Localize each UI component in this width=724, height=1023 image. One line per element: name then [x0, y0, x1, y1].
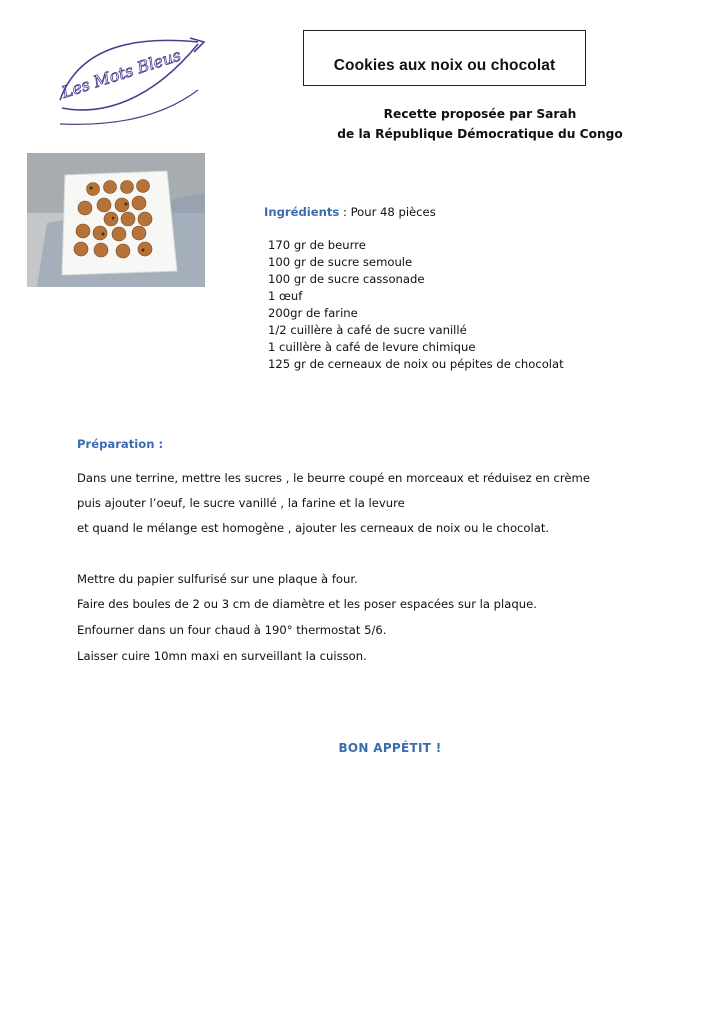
list-item: 100 gr de sucre semoule [268, 255, 413, 269]
cookies-image [27, 153, 205, 287]
title-box [303, 30, 586, 86]
logo-graphic [48, 30, 218, 130]
svg-text:Les Mots Bleus: Les Mots Bleus [59, 45, 184, 102]
byline [330, 104, 630, 144]
preparation-line: et quand le mélange est homogène , ajouter les cerneaux de noix ou le chocolat. [77, 521, 550, 535]
list-item: 125 gr de cerneaux de noix ou pépites de chocolat [268, 357, 564, 371]
ingredient-list [268, 237, 564, 373]
logo [48, 30, 218, 130]
list-item: 100 gr de sucre cassonade [268, 272, 425, 286]
byline-author: Recette proposée par Sarah [383, 107, 577, 121]
cookies-photo [27, 153, 205, 287]
preparation-line: Dans une terrine, mettre les sucres , le beurre coupé en morceaux et réduisez en crème [77, 471, 590, 485]
byline-origin: de la République Démocratique du Congo [337, 127, 623, 141]
list-item: 200gr de farine [268, 306, 358, 320]
preparation-line: Enfourner dans un four chaud à 190° thermostat 5/6. [77, 623, 387, 637]
closing-text: BON APPÉTIT ! [338, 741, 442, 755]
preparation-line: puis ajouter l’oeuf, le sucre vanillé , la farine et la levure [77, 496, 405, 510]
list-item: 1 cuillère à café de levure chimique [268, 340, 476, 354]
ingredients-heading [264, 205, 436, 219]
preparation-heading: Préparation : [77, 437, 164, 451]
ingredients-label: Ingrédients [264, 205, 340, 219]
preparation-line: Laisser cuire 10mn maxi en surveillant la cuisson. [77, 649, 367, 663]
preparation-line: Mettre du papier sulfurisé sur une plaque à four. [77, 572, 358, 586]
list-item: 1 œuf [268, 289, 303, 303]
preparation-line: Faire des boules de 2 ou 3 cm de diamètre et les poser espacées sur la plaque. [77, 597, 537, 611]
list-item: 170 gr de beurre [268, 238, 366, 252]
ingredients-servings: Pour 48 pièces [350, 205, 436, 219]
list-item: 1/2 cuillère à café de sucre vanillé [268, 323, 467, 337]
ingredients-separator: : [339, 205, 351, 219]
page-title: Cookies aux noix ou chocolat [333, 57, 556, 74]
